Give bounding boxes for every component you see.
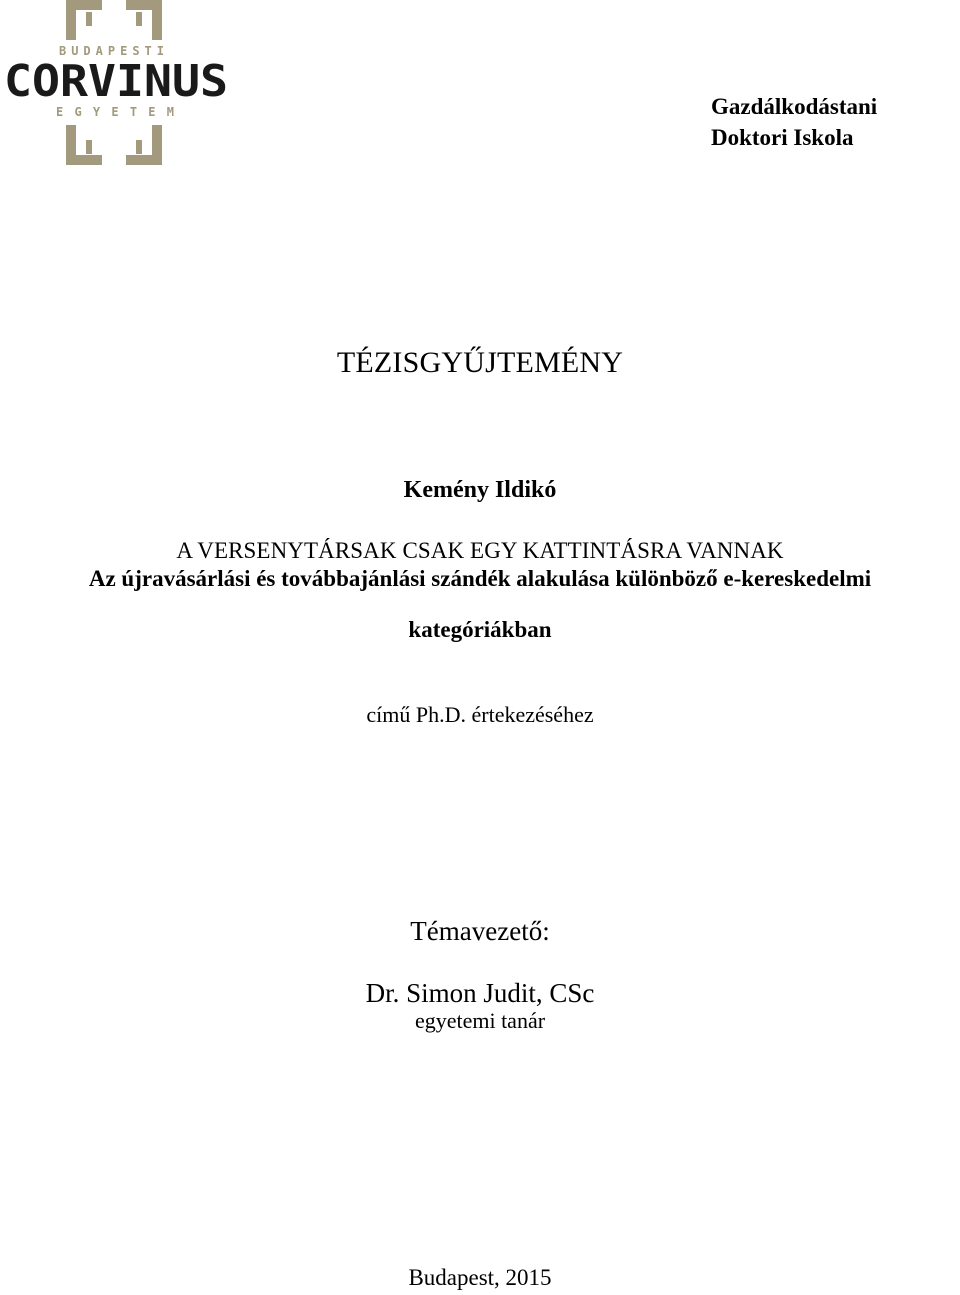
document-type-title: TÉZISGYŰJTEMÉNY [336, 346, 624, 379]
thesis-subtitle-line2: kategóriákban [408, 617, 552, 642]
supervisor-name: Dr. Simon Judit, CSc [365, 978, 595, 1008]
supervisor-rank: egyetemi tanár [414, 1008, 546, 1033]
dissertation-note: című Ph.D. értekezéséhez [366, 702, 594, 727]
logo-line-budapesti: BUDAPESTI [58, 44, 170, 58]
logo-line-egyetem: E G Y E T E M [56, 105, 176, 119]
place-and-year: Budapest, 2015 [408, 1265, 552, 1290]
logo-line-corvinus: CORVINUS [4, 56, 228, 107]
supervisor-label: Témavezető: [410, 916, 550, 946]
author-name: Kemény Ildikó [403, 477, 557, 503]
doctoral-school [711, 91, 877, 153]
thesis-subtitle-line1: Az újravásárlási és továbbajánlási szándék alakulása különböző e-kereskedelmi [88, 566, 872, 591]
corvinus-logo [0, 0, 232, 170]
school-name-line1: Gazdálkodástani [711, 94, 878, 119]
thesis-main-title: A VERSENYTÁRSAK CSAK EGY KATTINTÁSRA VANNAK [176, 538, 784, 563]
school-name-line2: Doktori Iskola [711, 125, 854, 150]
